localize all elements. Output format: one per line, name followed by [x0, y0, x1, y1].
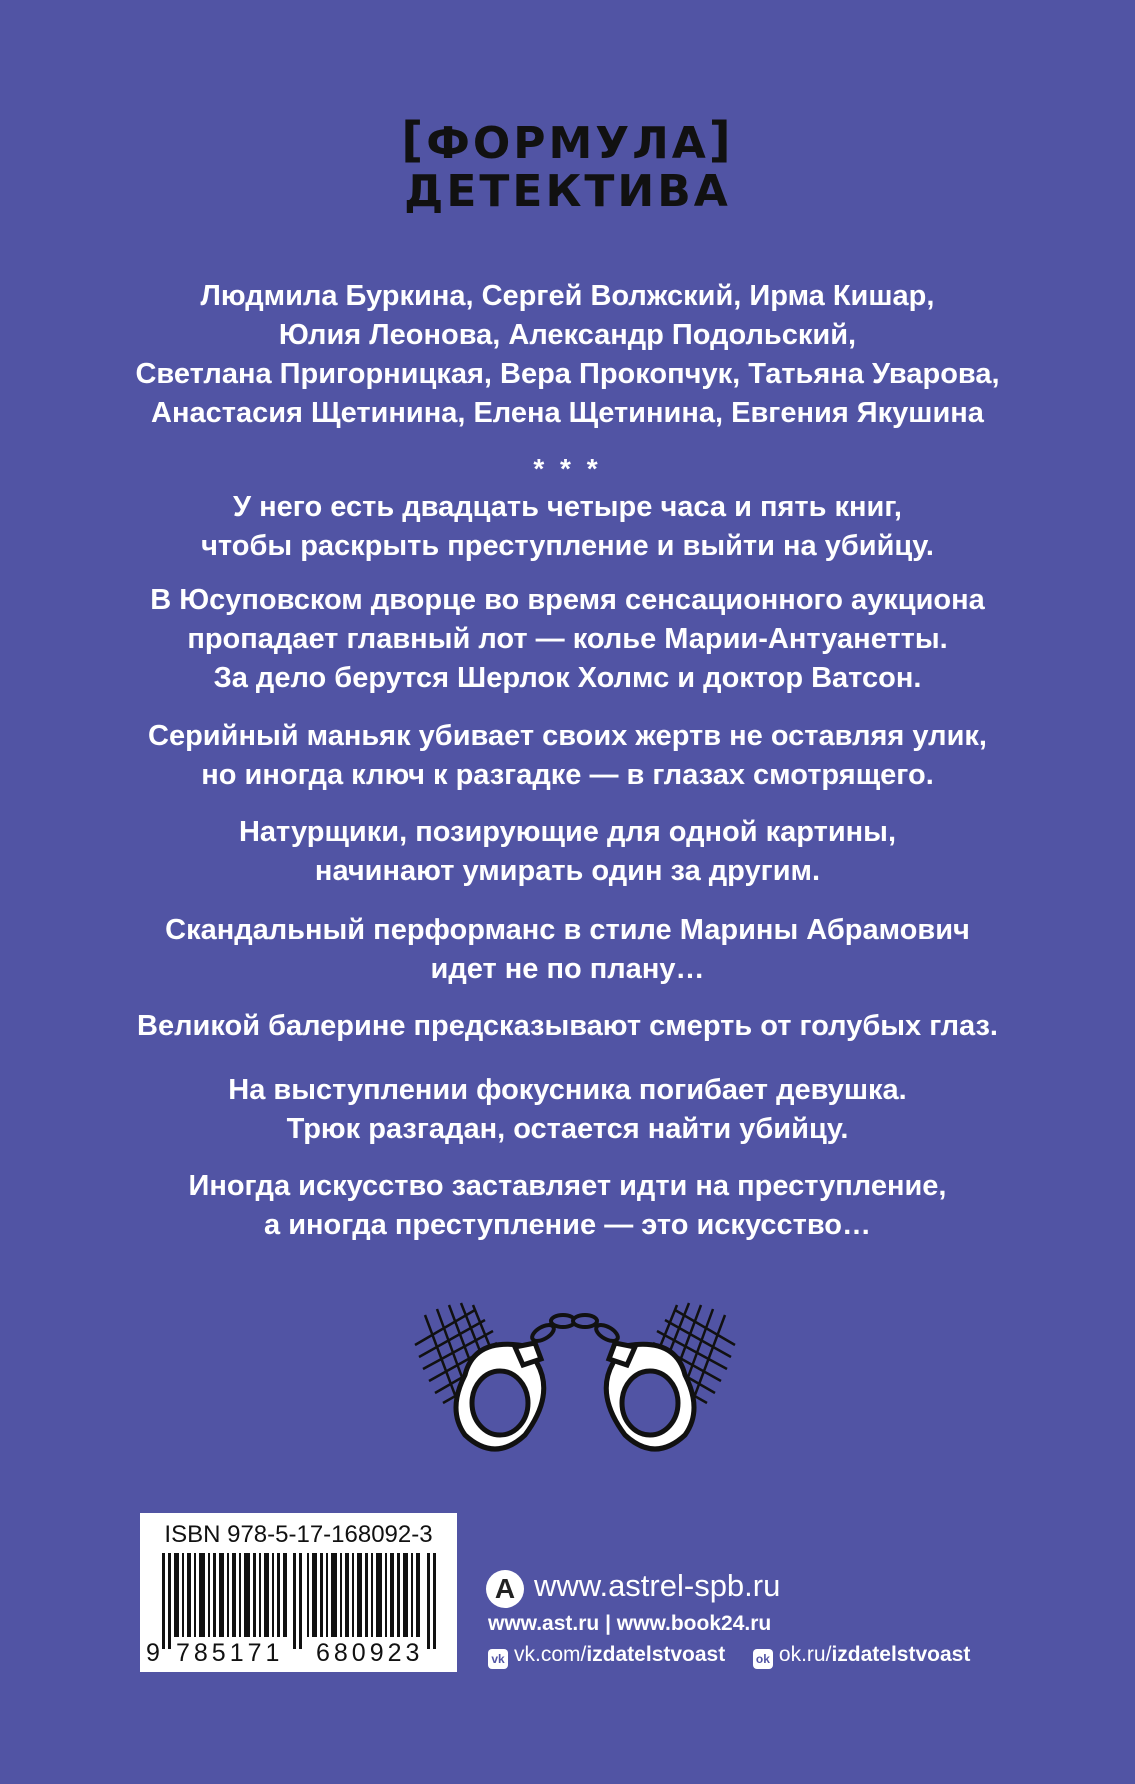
ok-handle[interactable]: izdatelstvoast: [831, 1643, 971, 1666]
authors-line: Анастасия Щетинина, Елена Щетинина, Евгения Якушина: [151, 397, 984, 429]
authors-line: Людмила Буркина, Сергей Волжский, Ирма Кишар,: [200, 280, 935, 312]
paragraph-line: пропадает главный лот — колье Марии-Антуанетты.: [187, 623, 948, 655]
paragraph-line: Трюк разгадан, остается найти убийцу.: [286, 1113, 849, 1145]
vk-icon: vk: [488, 1649, 508, 1669]
authors-list: [60, 277, 1075, 433]
annotation-paragraph: [60, 1071, 1075, 1149]
series-logo: [0, 112, 1135, 217]
barcode-icon: [162, 1553, 436, 1649]
series-title-line1: ФОРМУЛА: [426, 118, 709, 169]
paragraph-line: Скандальный перформанс в стиле Марины Абрамович: [165, 914, 970, 946]
barcode-digits-group2: 680923: [316, 1639, 424, 1667]
annotation-paragraph: [60, 911, 1075, 989]
logo-bracket-left: [: [401, 112, 427, 168]
handcuffs-icon: [405, 1285, 745, 1465]
paragraph-line: У него есть двадцать четыре часа и пять книг,: [233, 491, 902, 523]
publisher-logo-icon: А: [486, 1570, 524, 1608]
paragraph-line: Натурщики, позирующие для одной картины,: [238, 816, 897, 848]
barcode-digit-first: 9: [146, 1639, 161, 1667]
annotation-paragraph: [60, 1167, 1075, 1245]
vk-prefix[interactable]: vk.com/: [514, 1643, 587, 1666]
annotation-paragraph: [60, 717, 1075, 795]
barcode-label: [140, 1513, 457, 1672]
paragraph-line: Серийный маньяк убивает своих жертв не оставляя улик,: [148, 720, 987, 752]
paragraph-line: В Юсуповском дворце во время сенсационного аукциона: [150, 584, 985, 616]
paragraph-line: На выступлении фокусника погибает девушка.: [228, 1074, 907, 1106]
annotation-paragraph: [60, 813, 1075, 891]
series-logo-line1: [0, 112, 1135, 169]
paragraph-line: а иногда преступление — это искусство…: [264, 1209, 871, 1241]
asterisk-separator: * * *: [533, 453, 602, 484]
authors-line: Юлия Леонова, Александр Подольский,: [278, 319, 857, 351]
paragraph-line: чтобы раскрыть преступление и выйти на убийцу.: [201, 530, 934, 562]
odnoklassniki-icon: ok: [753, 1649, 773, 1669]
ok-prefix[interactable]: ok.ru/: [778, 1643, 832, 1666]
paragraph-line: но иногда ключ к разгадке — в глазах смотрящего.: [201, 759, 934, 791]
vk-handle[interactable]: izdatelstvoast: [586, 1643, 726, 1666]
authors-line: Светлана Пригорницкая, Вера Прокопчук, Татьяна Уварова,: [135, 358, 1000, 390]
series-title-line2: ДЕТЕКТИВА: [404, 166, 731, 217]
paragraph-line: Великой балерине предсказывают смерть от голубых глаз.: [137, 1010, 998, 1042]
paragraph-line: начинают умирать один за другим.: [314, 855, 821, 887]
social-links: [488, 1643, 970, 1669]
publisher-site-link[interactable]: www.astrel-spb.ru: [534, 1568, 781, 1603]
barcode-digits-group1: 785171: [176, 1639, 284, 1667]
paragraph-line: За дело берутся Шерлок Холмс и доктор Ватсон.: [213, 662, 922, 694]
isbn-number: ISBN 978-5-17-168092-3: [164, 1521, 433, 1548]
annotation-paragraph: [60, 488, 1075, 566]
paragraph-line: идет не по плану…: [430, 953, 705, 985]
logo-bracket-right: ]: [708, 112, 734, 168]
annotation-paragraph: [60, 581, 1075, 698]
paragraph-line: Иногда искусство заставляет идти на преступление,: [188, 1170, 947, 1202]
publisher-sites-line[interactable]: www.ast.ru | www.book24.ru: [488, 1612, 772, 1635]
annotation-paragraph: [60, 1007, 1075, 1046]
